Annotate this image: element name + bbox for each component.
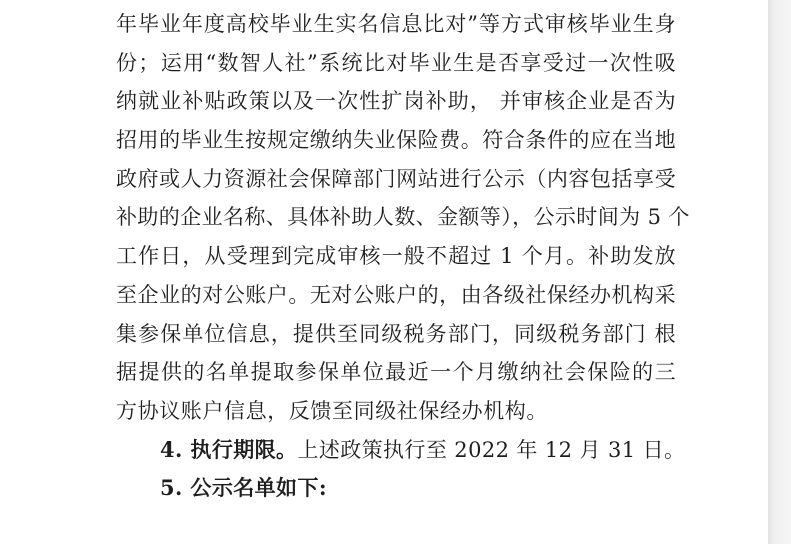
item-5 bbox=[116, 469, 676, 508]
paragraph-line: 政府或人力资源社会保障部门网站进行公示（内容包括享受 bbox=[116, 166, 676, 191]
document-body bbox=[116, 5, 690, 508]
paragraph-line: 方协议账户信息，反馈至同级社保经办机构。 bbox=[116, 398, 548, 423]
page-edge-shadow bbox=[768, 0, 791, 544]
paragraph-line: 集参保单位信息，提供至同级税务部门，同级税务部门 根 bbox=[116, 321, 676, 346]
item-4-label: 4. 执行期限。 bbox=[160, 436, 298, 462]
paragraph-line: 份；运用“数智人社”系统比对毕业生是否享受过一次性吸 bbox=[116, 50, 676, 75]
paragraph-line: 补助的企业名称、具体补助人数、金额等），公示时间为 5 个 bbox=[116, 205, 690, 230]
item-5-label: 5. 公示名单如下: bbox=[160, 475, 327, 501]
paragraph-line: 纳就业补贴政策以及一次性扩岗补助， 并审核企业是否为 bbox=[116, 89, 676, 114]
paragraph-line: 据提供的名单提取参保单位最近一个月缴纳社会保险的三 bbox=[116, 360, 676, 385]
paragraph-line: 工作日，从受理到完成审核一般不超过 1 个月。补助发放 bbox=[116, 244, 676, 269]
item-4-text: 上述政策执行至 2022 年 12 月 31 日。 bbox=[297, 437, 686, 462]
paragraph-line: 至企业的对公账户。无对公账户的，由各级社保经办机构采 bbox=[116, 282, 676, 307]
paragraph-line: 招用的毕业生按规定缴纳失业保险费。符合条件的应在当地 bbox=[116, 128, 676, 153]
paragraph-line: 年毕业年度高校毕业生实名信息比对”等方式审核毕业生身 bbox=[116, 12, 676, 36]
item-4 bbox=[116, 431, 686, 470]
